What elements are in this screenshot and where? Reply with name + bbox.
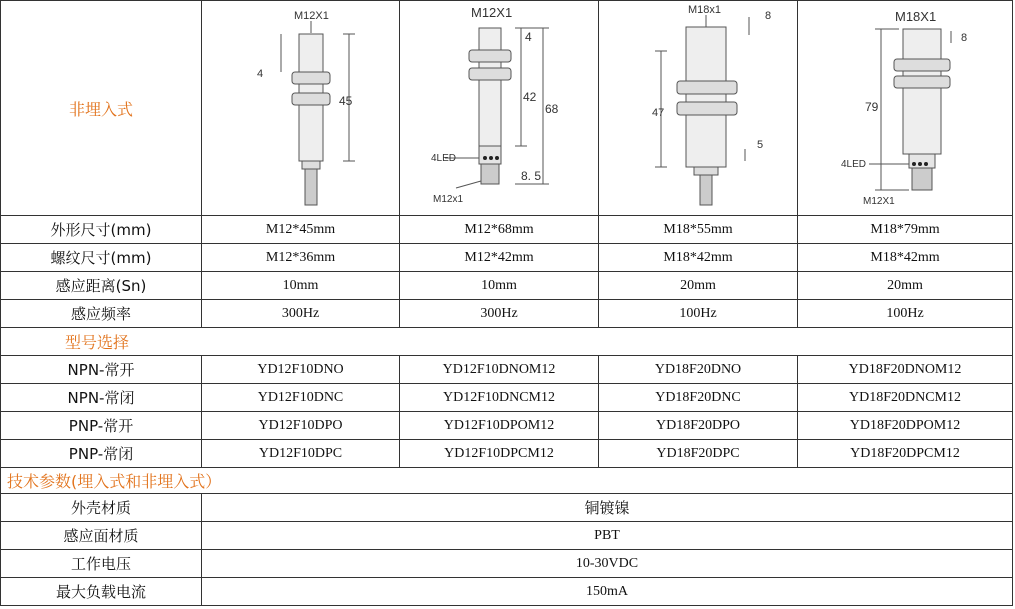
tech-row xyxy=(1,522,1013,550)
drawing-4-model: M18X1 xyxy=(894,9,936,24)
model-row xyxy=(1,440,1013,468)
drawing-4-dim-b: 79 xyxy=(864,100,878,114)
tech-label: 最大负载电流 xyxy=(1,578,202,606)
drawing-2-dim-b: 42 xyxy=(522,90,536,104)
model-code: YD18F20DNOM12 xyxy=(798,356,1013,384)
sensor-drawing-2 xyxy=(401,1,598,211)
drawing-1-model: M12X1 xyxy=(293,10,329,22)
model-code: YD12F10DPOM12 xyxy=(400,412,599,440)
tech-value: 10-30VDC xyxy=(202,550,1013,578)
drawing-1-dim-a: 4 xyxy=(256,68,263,80)
sensor-drawing-1 xyxy=(203,1,399,211)
spec-value: M12*36mm xyxy=(202,244,400,272)
spec-label: 感应距离(Sn) xyxy=(1,272,202,300)
drawing-3-dim-c: 5 xyxy=(757,139,764,151)
tech-label: 工作电压 xyxy=(1,550,202,578)
model-code: YD18F20DPO xyxy=(599,412,798,440)
sensor-drawing-3 xyxy=(599,1,797,211)
drawing-m12x68 xyxy=(400,1,599,216)
model-code: YD12F10DNO xyxy=(202,356,400,384)
spec-label: 螺纹尺寸(mm) xyxy=(1,244,202,272)
drawing-4-connector: M12X1 xyxy=(862,196,895,207)
drawing-1-dim-b: 45 xyxy=(338,94,352,108)
model-code: YD12F10DNOM12 xyxy=(400,356,599,384)
drawing-2-dim-d: 8. 5 xyxy=(520,169,541,183)
model-code: YD12F10DPO xyxy=(202,412,400,440)
model-code: YD18F20DNO xyxy=(599,356,798,384)
tech-row xyxy=(1,578,1013,606)
drawing-2-led: 4LED xyxy=(430,153,456,164)
spec-value: M18*79mm xyxy=(798,216,1013,244)
tech-value: 150mA xyxy=(202,578,1013,606)
model-code: YD18F20DPC xyxy=(599,440,798,468)
model-row xyxy=(1,356,1013,384)
header-label: 非埋入式 xyxy=(1,1,202,216)
spec-value: 300Hz xyxy=(400,300,599,328)
sensor-drawing-4 xyxy=(799,1,1012,211)
model-row xyxy=(1,384,1013,412)
spec-value: M12*68mm xyxy=(400,216,599,244)
spec-value: M18*55mm xyxy=(599,216,798,244)
drawing-m18x79 xyxy=(798,1,1013,216)
model-code: YD12F10DNC xyxy=(202,384,400,412)
spec-value: 10mm xyxy=(400,272,599,300)
spec-value: M18*42mm xyxy=(798,244,1013,272)
tech-row xyxy=(1,494,1013,522)
tech-value: 铜镀镍 xyxy=(202,494,1013,522)
spec-value: 100Hz xyxy=(599,300,798,328)
tech-section-title: 技术参数(埋入式和非埋入式） xyxy=(1,468,1013,494)
drawing-4-led: 4LED xyxy=(840,159,866,170)
model-label: PNP-常闭 xyxy=(1,440,202,468)
spec-value: 20mm xyxy=(798,272,1013,300)
spec-label: 外形尺寸(mm) xyxy=(1,216,202,244)
model-code: YD18F20DNCM12 xyxy=(798,384,1013,412)
spec-row xyxy=(1,300,1013,328)
tech-label: 感应面材质 xyxy=(1,522,202,550)
spec-value: 300Hz xyxy=(202,300,400,328)
spec-value: 10mm xyxy=(202,272,400,300)
drawing-2-model: M12X1 xyxy=(470,5,512,20)
spec-row xyxy=(1,244,1013,272)
model-code: YD12F10DPC xyxy=(202,440,400,468)
model-code: YD12F10DNCM12 xyxy=(400,384,599,412)
tech-label: 外壳材质 xyxy=(1,494,202,522)
drawing-2-connector: M12x1 xyxy=(432,194,463,205)
drawing-4-dim-a: 8 xyxy=(960,32,967,44)
drawing-2-dim-c: 68 xyxy=(544,102,558,116)
spec-value: 100Hz xyxy=(798,300,1013,328)
tech-row xyxy=(1,550,1013,578)
spec-value: 20mm xyxy=(599,272,798,300)
drawing-3-dim-b: 47 xyxy=(652,107,665,119)
tech-value: PBT xyxy=(202,522,1013,550)
model-code: YD18F20DPOM12 xyxy=(798,412,1013,440)
model-label: PNP-常开 xyxy=(1,412,202,440)
drawing-3-model: M18x1 xyxy=(688,4,722,16)
model-code: YD18F20DPCM12 xyxy=(798,440,1013,468)
spec-value: M18*42mm xyxy=(599,244,798,272)
model-code: YD12F10DPCM12 xyxy=(400,440,599,468)
drawing-2-dim-a: 4 xyxy=(524,30,532,44)
model-section-title: 型号选择 xyxy=(1,328,1013,356)
spec-label: 感应频率 xyxy=(1,300,202,328)
spec-row xyxy=(1,216,1013,244)
model-label: NPN-常开 xyxy=(1,356,202,384)
drawing-3-dim-a: 8 xyxy=(765,10,772,22)
drawing-m12x45 xyxy=(202,1,400,216)
model-label: NPN-常闭 xyxy=(1,384,202,412)
spec-value: M12*45mm xyxy=(202,216,400,244)
model-row xyxy=(1,412,1013,440)
spec-value: M12*42mm xyxy=(400,244,599,272)
drawing-m18x55 xyxy=(599,1,798,216)
model-code: YD18F20DNC xyxy=(599,384,798,412)
spec-row xyxy=(1,272,1013,300)
